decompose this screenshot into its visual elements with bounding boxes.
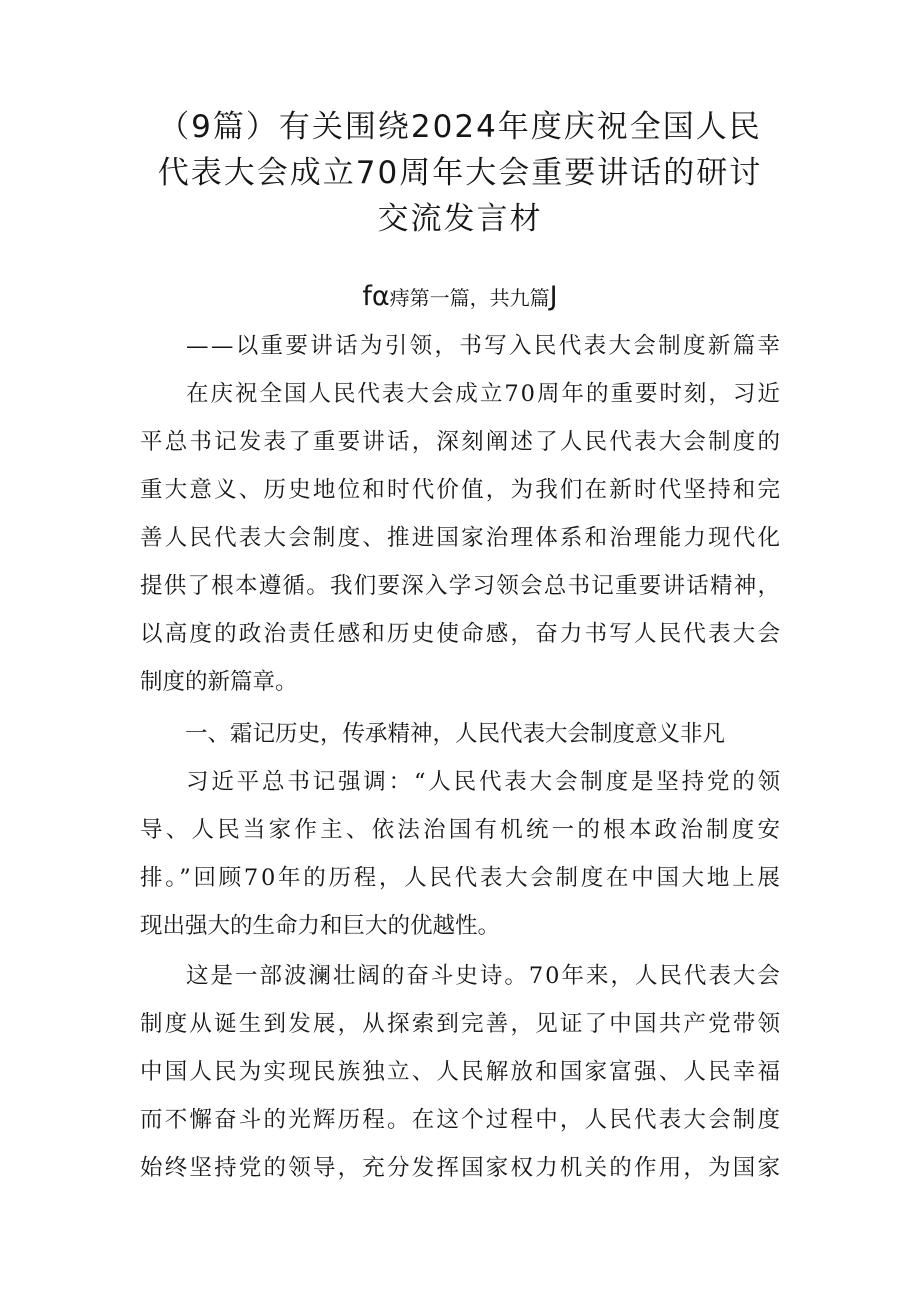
paragraph-3-line-5: 始终坚持党的领导，充分发挥国家权力机关的作用，为国家 — [140, 1155, 783, 1181]
paragraph-2-line-4: 现出强大的生命力和巨大的优越性。 — [140, 913, 501, 939]
paragraph-2-line-3: 排。”回顾70年的历程，人民代表大会制度在中国大地上展 — [140, 865, 783, 891]
title-line-3: 交流发言材 — [377, 201, 543, 237]
title-line-2: 代表大会成立70周年大会重要讲话的研讨 — [157, 155, 763, 191]
subtitle-prefix: fα — [362, 281, 390, 312]
paragraph-1-line-5: 提供了根本遵循。我们要深入学习领会总书记重要讲话精神， — [140, 573, 782, 599]
document-title — [120, 104, 800, 242]
paragraph-3-line-4: 而不懈奋斗的光辉历程。在这个过程中，人民代表大会制度 — [140, 1107, 783, 1133]
paragraph-1-line-4: 善人民代表大会制度、推进国家治理体系和治理能力现代化 — [140, 525, 783, 551]
paragraph-1-line-7: 制度的新篇章。 — [140, 669, 298, 695]
paragraph-2-line-2: 导、人民当家作主、依法治国有机统一的根本政治制度安 — [140, 817, 784, 843]
paragraph-1-line-3: 重大意义、历史地位和时代价值，为我们在新时代坚持和完 — [140, 477, 783, 503]
paragraph-1-line-1: 在庆祝全国人民代表大会成立70周年的重要时刻，习近 — [186, 381, 782, 407]
tagline: ——以重要讲话为引领，书写入民代表大会制度新篇幸 — [186, 333, 783, 359]
subtitle-text: 痔第一篇，共九篇 — [389, 286, 550, 310]
paragraph-3-line-2: 制度从诞生到发展，从探索到完善，见证了中国共产党带领 — [140, 1011, 783, 1037]
paragraph-3-line-1: 这是一部波澜壮阔的奋斗史诗。70年来，人民代表大会 — [186, 963, 782, 989]
paragraph-1-line-6: 以高度的政治责任感和历史使命感，奋力书写人民代表大会 — [140, 621, 783, 647]
paragraph-3-line-3: 中国人民为实现民族独立、人民解放和国家富强、人民幸福 — [140, 1059, 783, 1085]
paragraph-1-line-2: 平总书记发表了重要讲话，深刻阐述了人民代表大会制度的 — [140, 429, 783, 455]
subtitle-suffix: J — [549, 281, 558, 312]
section-heading-1: 一、霜记历史，传承精神，人民代表大会制度意义非凡 — [185, 721, 726, 747]
paragraph-2-line-1: 习近平总书记强调：“人民代表大会制度是坚持党的领 — [186, 769, 783, 795]
title-line-1: （9篇）有关围绕2024年度庆祝全国人民 — [158, 109, 762, 145]
document-subtitle — [0, 280, 920, 315]
